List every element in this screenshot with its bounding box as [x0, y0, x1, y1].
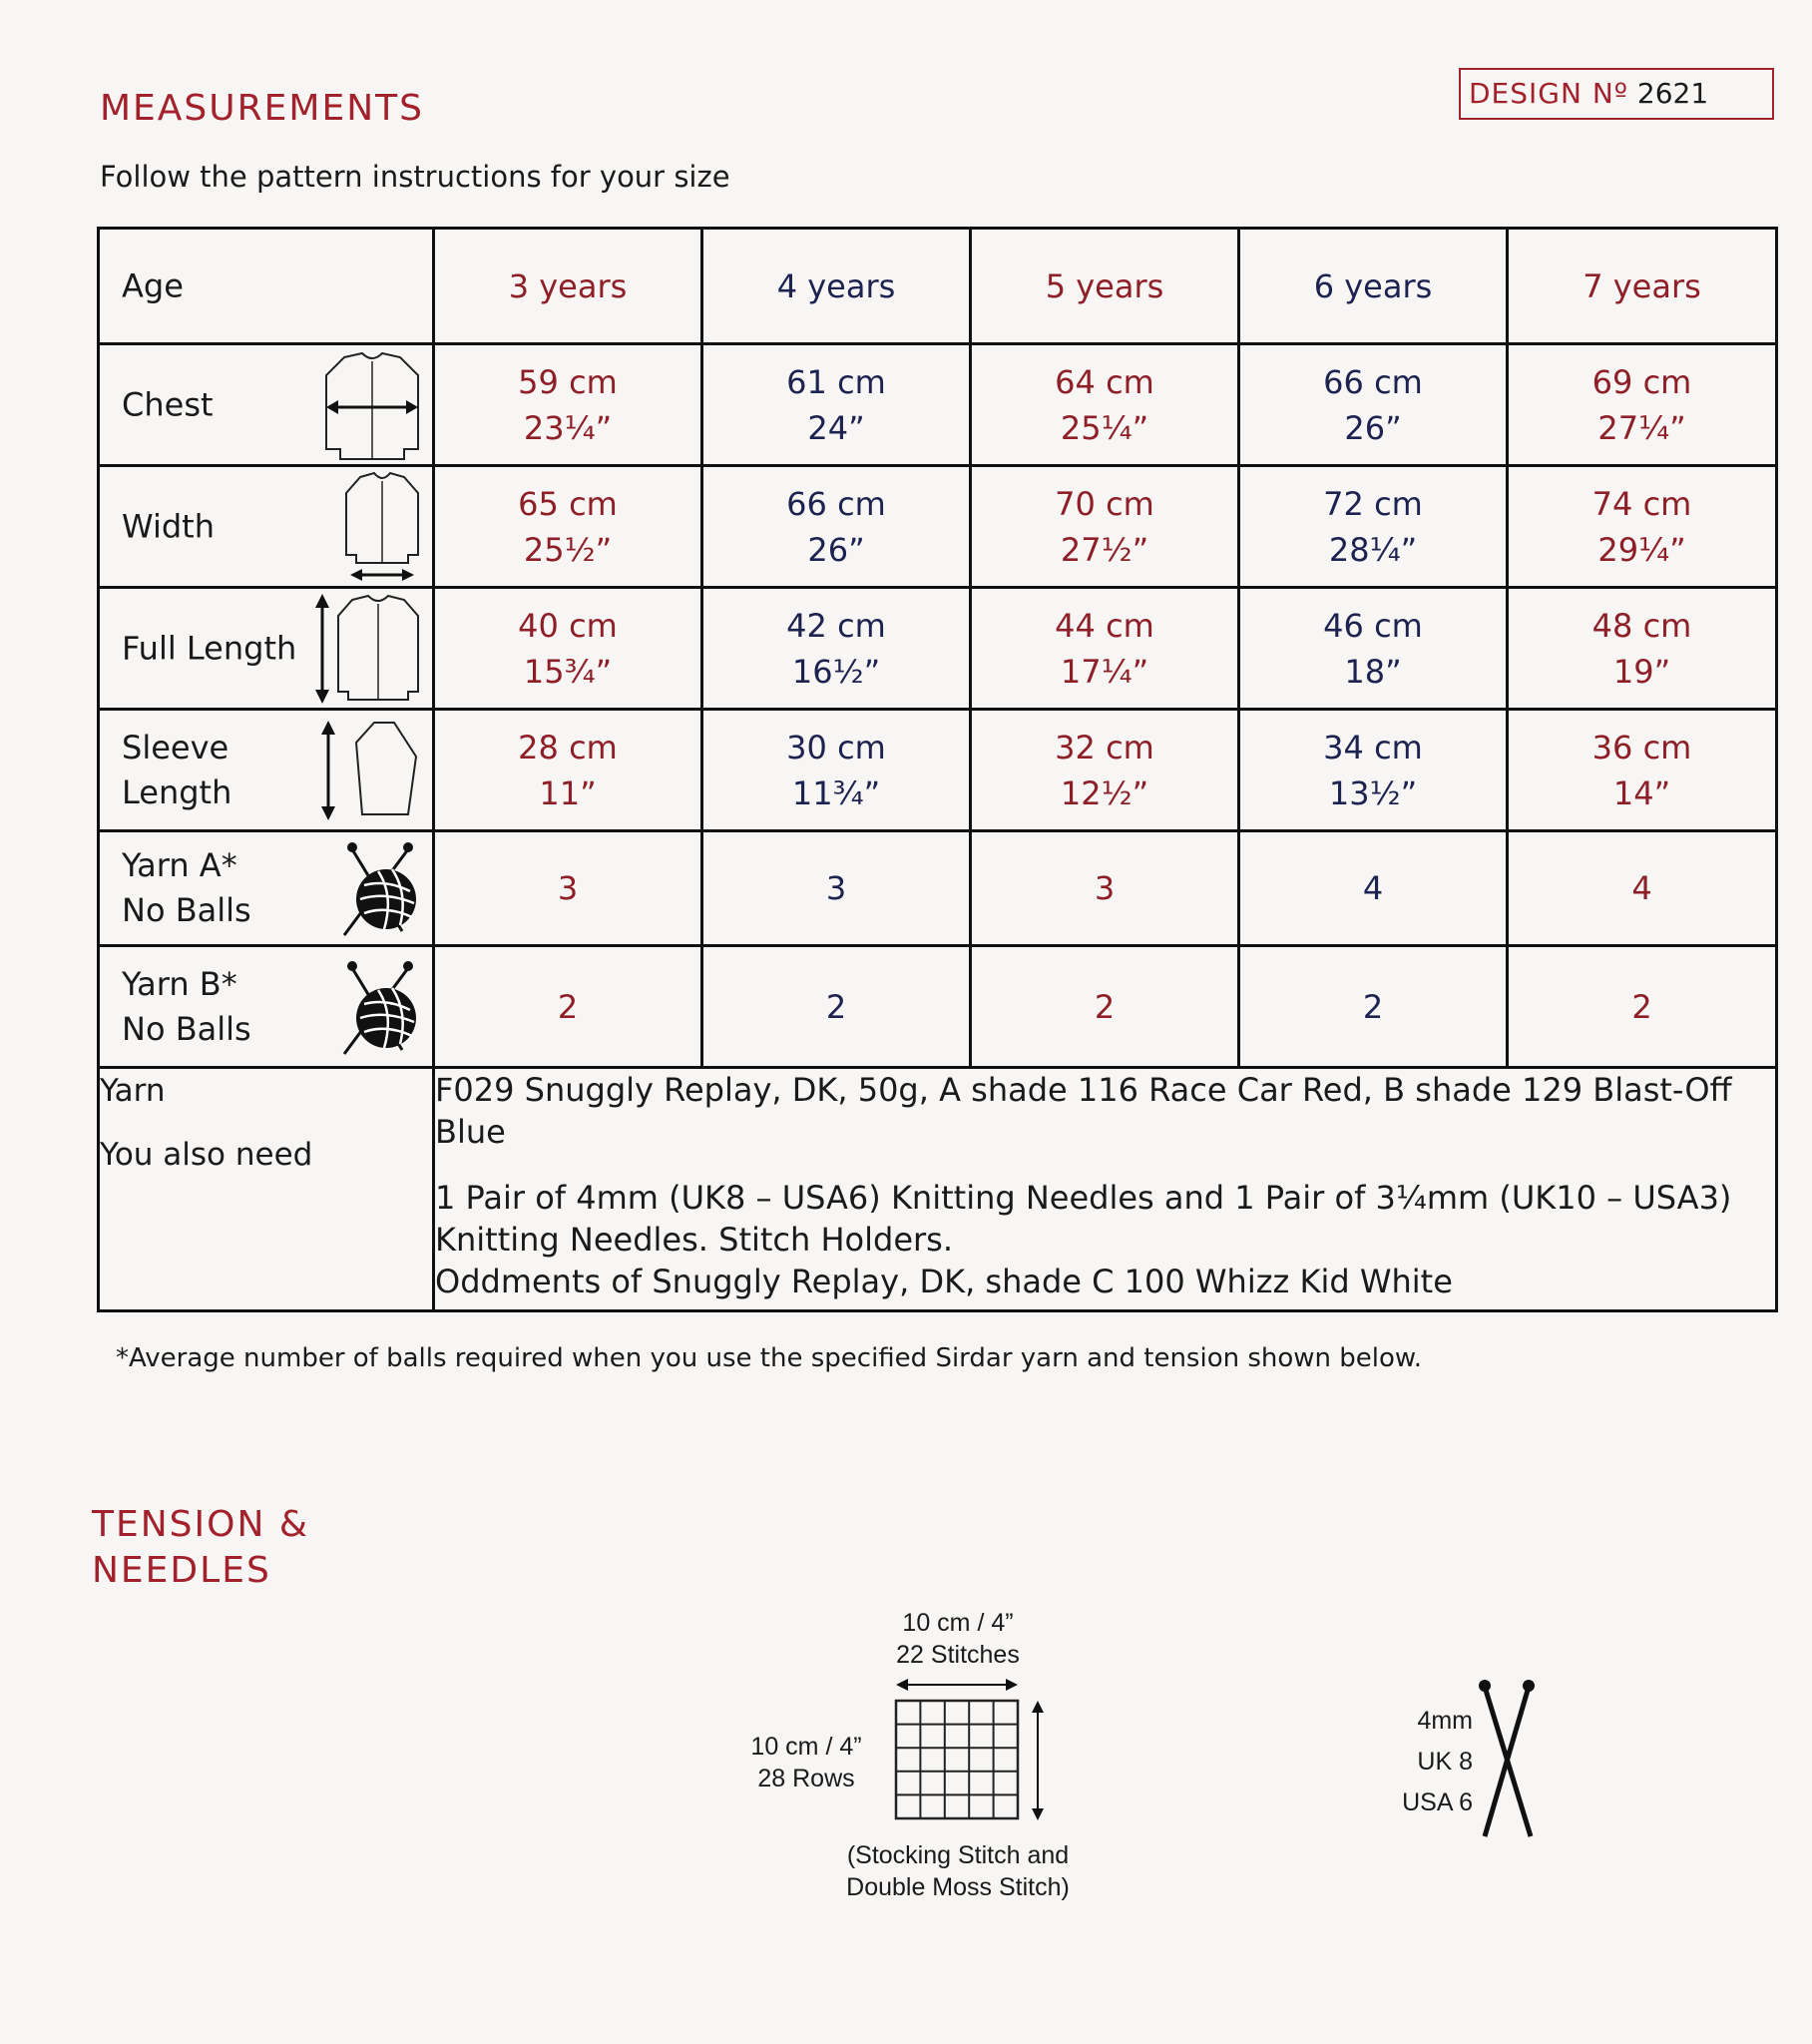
chest-label-cell: [99, 344, 434, 466]
sleeve-length-label-cell: [99, 710, 434, 831]
yarn-a-balls: 4: [1508, 831, 1777, 946]
yarn-a-balls: 3: [971, 831, 1239, 946]
full-length-value: 42 cm 16½”: [702, 588, 971, 710]
also-need-line: Oddments of Snuggly Replay, DK, shade C 100 Whizz Kid White: [435, 1263, 1453, 1300]
design-number-box: [1459, 68, 1774, 120]
width-value: 66 cm 26”: [702, 466, 971, 588]
yarn-a-balls: 3: [434, 831, 702, 946]
chest-label: Chest: [122, 385, 214, 423]
design-label: DESIGN Nº: [1469, 77, 1628, 110]
size-header: 3 years: [434, 229, 702, 344]
sleeve-length-row: [99, 710, 1777, 831]
yarn-a-label-cell: [99, 831, 434, 946]
also-need-label: You also need: [100, 1137, 313, 1173]
page-title: MEASUREMENTS: [100, 88, 424, 129]
width-value: 72 cm 28¼”: [1239, 466, 1508, 588]
tension-height-label: 10 cm / 4” 28 Rows: [750, 1733, 862, 1792]
also-need-line: 1 Pair of 4mm (UK8 – USA6) Knitting Needles and 1 Pair of 3¼mm (UK10 – USA3): [435, 1179, 1732, 1217]
width-value: 74 cm 29¼”: [1508, 466, 1777, 588]
sleeve-length-value: 34 cm 13½”: [1239, 710, 1508, 831]
full-length-value: 40 cm 15¾”: [434, 588, 702, 710]
yarn-info-labels: [99, 1068, 434, 1311]
chest-value: 69 cm 27¼”: [1508, 344, 1777, 466]
design-number: 2621: [1636, 77, 1709, 110]
age-row: [99, 229, 1777, 344]
yarn-description: F029 Snuggly Replay, DK, 50g, A shade 116 Race Car Red, B shade 129 Blast-Off Blue: [435, 1071, 1732, 1151]
full-length-label: Full Length: [122, 629, 297, 667]
width-row: [99, 466, 1777, 588]
yarn-b-label-cell: [99, 946, 434, 1068]
also-need-line: Knitting Needles. Stitch Holders.: [435, 1221, 953, 1259]
yarn-b-row: [99, 946, 1777, 1068]
full-length-value: 48 cm 19”: [1508, 588, 1777, 710]
sleeve-length-value: 36 cm 14”: [1508, 710, 1777, 831]
chest-row: [99, 344, 1777, 466]
size-header: 6 years: [1239, 229, 1508, 344]
full-length-value: 44 cm 17¼”: [971, 588, 1239, 710]
stitch-note: (Stocking Stitch and Double Moss Stitch): [846, 1841, 1070, 1901]
yarn-ball-icon: [338, 839, 422, 937]
tension-square-icon: [878, 1667, 1058, 1826]
width-garment-icon: [342, 471, 422, 583]
full-length-value: 46 cm 18”: [1239, 588, 1508, 710]
yarn-a-row: [99, 831, 1777, 946]
sleeve-length-label: Sleeve Length: [122, 728, 232, 811]
chest-value: 61 cm 24”: [702, 344, 971, 466]
sleeve-length-value: 32 cm 12½”: [971, 710, 1239, 831]
yarn-b-balls: 2: [702, 946, 971, 1068]
age-label-cell: [99, 229, 434, 344]
tension-heading: TENSION & NEEDLES: [92, 1504, 309, 1591]
yarn-b-balls: 2: [1508, 946, 1777, 1068]
yarn-info-row: [99, 1068, 1777, 1311]
footnote: *Average number of balls required when you use the specified Sirdar yarn and tension shown below.: [116, 1343, 1423, 1373]
chest-garment-icon: [322, 349, 422, 461]
yarn-b-balls: 2: [434, 946, 702, 1068]
needle-sizes: 4mm UK 8 USA 6: [1402, 1707, 1473, 1816]
knitting-needles-icon: [1473, 1677, 1543, 1844]
sleeve-length-value: 28 cm 11”: [434, 710, 702, 831]
chest-value: 66 cm 26”: [1239, 344, 1508, 466]
sleeve-length-icon: [310, 719, 422, 822]
yarn-a-balls: 4: [1239, 831, 1508, 946]
yarn-a-label: Yarn A* No Balls: [122, 846, 251, 929]
width-value: 65 cm 25½”: [434, 466, 702, 588]
measurements-table: [97, 227, 1778, 1312]
full-length-garment-icon: [310, 592, 422, 706]
tension-width-label: 10 cm / 4” 22 Stitches: [896, 1609, 1020, 1669]
yarn-b-label: Yarn B* No Balls: [122, 964, 251, 1048]
chest-value: 64 cm 25¼”: [971, 344, 1239, 466]
yarn-b-balls: 2: [1239, 946, 1508, 1068]
width-label-cell: [99, 466, 434, 588]
yarn-a-balls: 3: [702, 831, 971, 946]
chest-value: 59 cm 23¼”: [434, 344, 702, 466]
yarn-ball-icon: [338, 958, 422, 1056]
size-header: 7 years: [1508, 229, 1777, 344]
yarn-info-text: [434, 1068, 1777, 1311]
subtitle: Follow the pattern instructions for your size: [100, 160, 730, 194]
age-label: Age: [122, 266, 184, 304]
yarn-label: Yarn: [100, 1073, 166, 1109]
full-length-row: [99, 588, 1777, 710]
size-header: 5 years: [971, 229, 1239, 344]
full-length-label-cell: [99, 588, 434, 710]
yarn-b-balls: 2: [971, 946, 1239, 1068]
width-label: Width: [122, 507, 215, 545]
sleeve-length-value: 30 cm 11¾”: [702, 710, 971, 831]
size-header: 4 years: [702, 229, 971, 344]
width-value: 70 cm 27½”: [971, 466, 1239, 588]
